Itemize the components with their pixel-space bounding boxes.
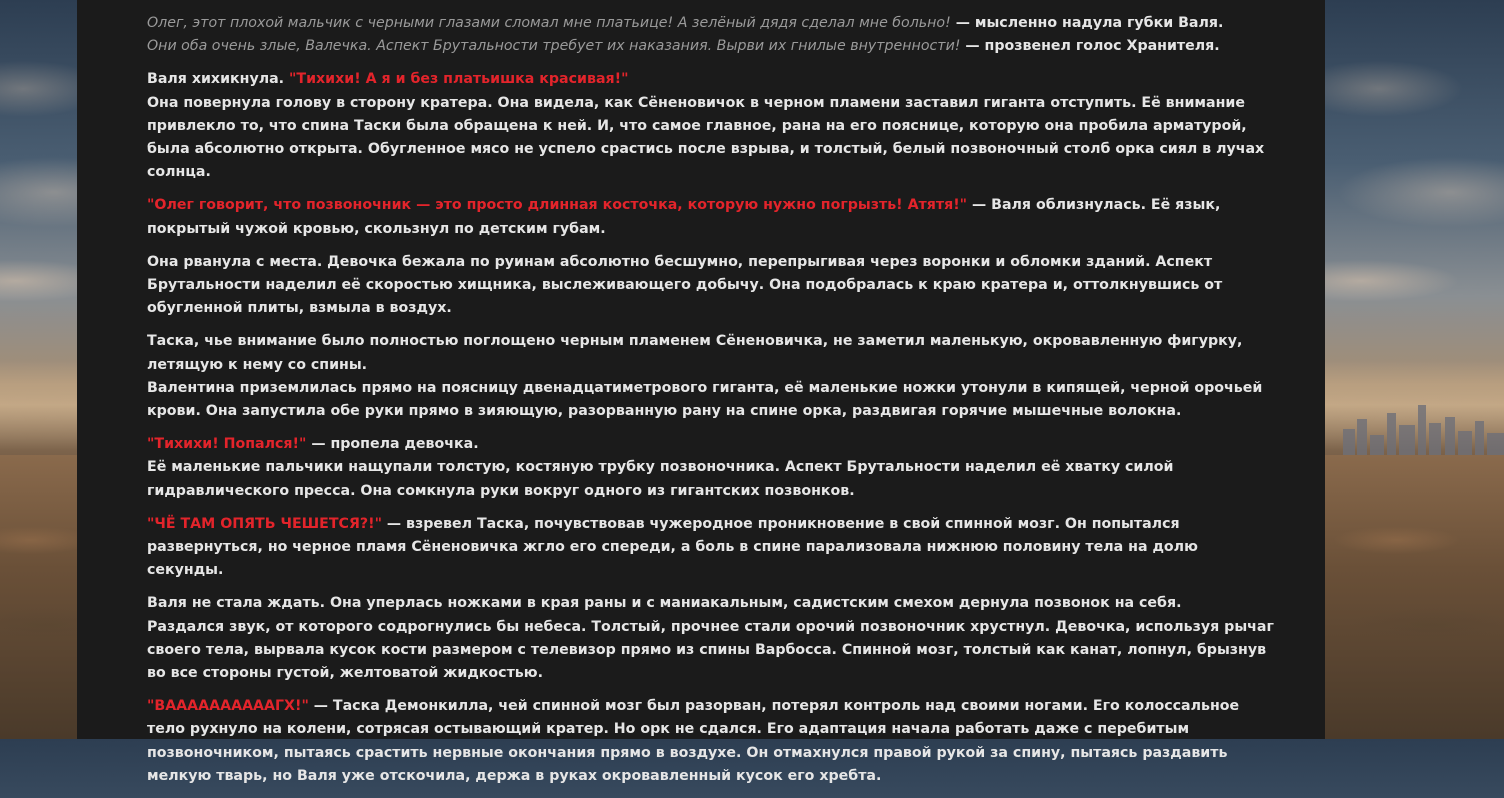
text-line (147, 433, 1275, 456)
desert-ground (0, 455, 77, 739)
text-line (147, 251, 1275, 321)
text-line (147, 330, 1275, 376)
text-line (147, 35, 1275, 58)
narration: Таска, чье внимание было полностью поглощено черным пламенем Сёненовичка, не заметил маленькую, окровавленную фигурку, летящую к нему со спины. (147, 333, 1243, 373)
text-line (147, 592, 1275, 615)
text-line (147, 377, 1275, 423)
paragraph (147, 251, 1275, 321)
text-line (147, 513, 1275, 583)
narration: — пропела девочка. (306, 436, 479, 453)
desert-ground (1325, 455, 1504, 739)
narration: — прозвенел голос Хранителя. (960, 38, 1220, 55)
text-line (147, 12, 1275, 35)
narration: Валя не стала ждать. Она уперлась ножками в края раны и с маниакальным, садистским смехом дернула позвонок на себя. (147, 595, 1182, 612)
text-line (147, 695, 1275, 788)
text-line (147, 68, 1275, 91)
narration: Она рванула с места. Девочка бежала по руинам абсолютно бесшумно, перепрыгивая через воронки и обломки зданий. Аспект Брутальности наделил её скоростью хищника, выслеживающего добычу. Она подобралась к краю кратера и, оттолкнувшись от обугленной плиты, взмыла в воздух. (147, 253, 1223, 317)
narration: Она повернула голову в сторону кратера. Она видела, как Сёненовичок в черном пламени заставил гиганта отступить. Её внимание привлекло то, что спина Таски была обращена к ней. И, что самое главное, рана на его пояснице, которую она пробила арматурой, была абсолютно открыта. Обугленное мясо не успело срастись после взрыва, и толстый, белый позвоночный столб орка сиял в лучах солнца. (147, 94, 1265, 181)
dialogue-speech: "Тихихи! А я и без платьишка красивая!" (289, 71, 629, 88)
paragraph (147, 695, 1275, 788)
text-line (147, 92, 1275, 185)
narration: — Таска Демонкилла, чей спинной мозг был разорван, потерял контроль над своими ногами. Его колоссальное тело рухнуло на колени, сотрясая остывающий кратер. Но орк не сдался. Его адаптация начала работать даже с перебитым позвоночником, пытаясь срастить нервные окончания прямо в воздухе. Он отмахнулся правой рукой за спину, пытаясь раздавить мелкую тварь, но Валя уже отскочила, держа в руках окровавленный кусок его хребта. (147, 698, 1240, 784)
paragraph (147, 68, 1275, 184)
paragraph (147, 194, 1275, 240)
horizon-glow (0, 360, 77, 450)
paragraph (147, 592, 1275, 685)
reader-content-panel[interactable] (77, 0, 1325, 784)
chapter-text (147, 12, 1275, 798)
text-line (147, 616, 1275, 686)
narration: — мысленно надула губки Валя. (950, 15, 1224, 31)
paragraph (147, 12, 1275, 58)
left-landscape-panel (0, 0, 77, 739)
text-line (147, 194, 1275, 240)
narration: — Валя облизнулась. Её язык, покрытый чужой кровью, скользнул по детским губам. (147, 197, 1221, 237)
dialogue-speech: "Олег говорит, что позвоночник — это просто длинная косточка, которую нужно погрызть! Атятя!" (147, 197, 968, 214)
narration: — взревел Таска, почувствовав чужеродное проникновение в свой спинной мозг. Он попытался развернуться, но черное пламя Сёненовичка жгло его спереди, а боль в спине парализовала нижнюю половину тела на долю секунды. (147, 515, 1198, 579)
inner-thought: Они оба очень злые, Валечка. Аспект Брутальности требует их наказания. Вырви их гнилые внутренности! (147, 38, 961, 55)
dialogue-speech: "ВААААААААААГХ!" (147, 698, 309, 715)
paragraph (147, 513, 1275, 583)
dialogue-speech: "Тихихи! Попался!" (147, 436, 307, 453)
narration: Раздался звук, от которого содрогнулись бы небеса. Толстый, прочнее стали орочий позвоночник хрустнул. Девочка, используя рычаг своего тела, вырвала кусок кости размером с телевизор прямо из спины Варбосса. Спинной мозг, толстый как канат, лопнул, брызнув во все стороны густой, желтоватой жидкостью. (147, 618, 1274, 682)
text-line (147, 456, 1275, 502)
narration: Валя хихикнула. (147, 71, 289, 88)
dialogue-speech: "ЧЁ ТАМ ОПЯТЬ ЧЕШЕТСЯ?!" (147, 515, 382, 532)
paragraph (147, 433, 1275, 503)
paragraph (147, 330, 1275, 423)
narration: Её маленькие пальчики нащупали толстую, костяную трубку позвоночника. Аспект Брутальности наделил её хватку силой гидравлического пресса. Она сомкнула руки вокруг одного из гигантских позвонков. (147, 459, 1174, 499)
narration: Валентина приземлилась прямо на поясницу двенадцатиметрового гиганта, её маленькие ножки утонули в кипящей, черной орочьей крови. Она запустила обе руки прямо в зияющую, разорванную рану на спине орка, раздвигая горячие мышечные волокна. (147, 379, 1263, 420)
inner-thought: Олег, этот плохой мальчик с черными глазами сломал мне платьице! А зелёный дядя сделал мне больно! (147, 15, 951, 31)
right-landscape-panel (1325, 0, 1504, 739)
